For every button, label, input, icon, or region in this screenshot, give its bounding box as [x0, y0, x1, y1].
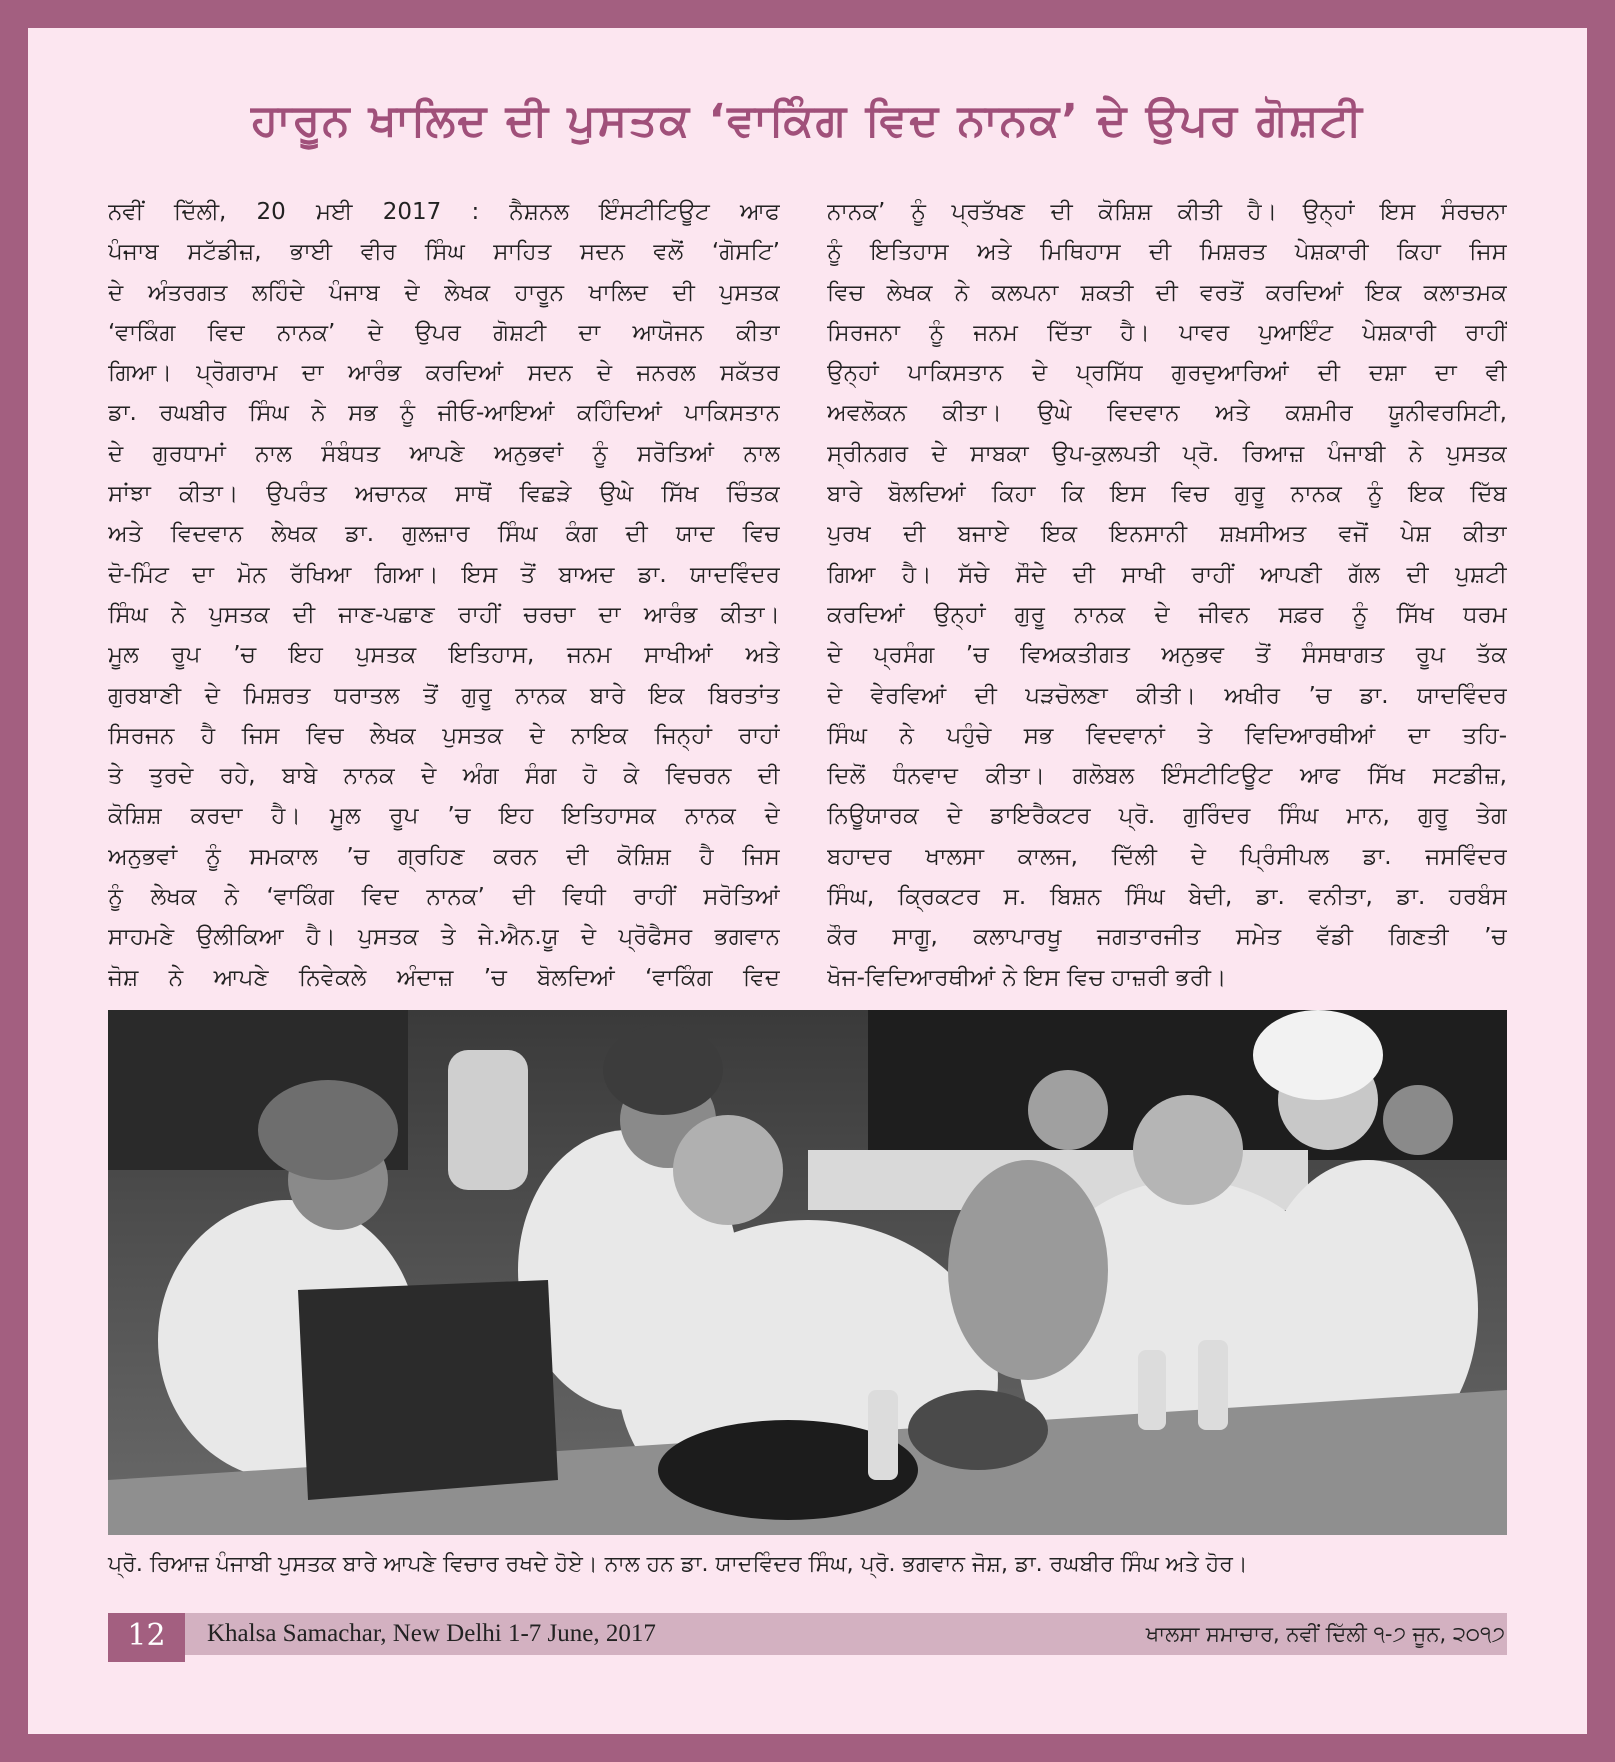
- text-line: ਬਹਾਦਰ ਖਾਲਸਾ ਕਾਲਜ, ਦਿੱਲੀ ਦੇ ਪ੍ਰਿੰਸੀਪਲ ਡਾ. ਜਸਵਿੰਦਰ: [827, 843, 1507, 870]
- text-line: ਗਿਆ ਹੈ। ਸੱਚੇ ਸੌਦੇ ਦੀ ਸਾਖੀ ਰਾਹੀਂ ਆਪਣੀ ਗੱਲ ਦੀ ਪੁਸ਼ਟੀ: [827, 561, 1507, 588]
- text-line: ਸਿਰਜਨਾ ਨੂੰ ਜਨਮ ਦਿੱਤਾ ਹੈ। ਪਾਵਰ ਪੁਆਇੰਟ ਪੇਸ਼ਕਾਰੀ ਰਾਹੀਂ: [827, 319, 1507, 346]
- text-line: ਖੋਜ-ਵਿਦਿਆਰਥੀਆਂ ਨੇ ਇਸ ਵਿਚ ਹਾਜ਼ਰੀ ਭਰੀ।: [827, 964, 1227, 991]
- text-line: ਦੇ ਪ੍ਰਸੰਗ ’ਚ ਵਿਅਕਤੀਗਤ ਅਨੁਭਵ ਤੋਂ ਸੰਸਥਾਗਤ ਰੂਪ ਤੱਕ: [827, 642, 1507, 669]
- text-line: ਦੇ ਅੰਤਰਗਤ ਲਹਿੰਦੇ ਪੰਜਾਬ ਦੇ ਲੇਖਕ ਹਾਰੂਨ ਖਾਲਿਦ ਦੀ ਪੁਸਤਕ: [108, 279, 780, 306]
- text-line: ਦਿਲੋਂ ਧੰਨਵਾਦ ਕੀਤਾ। ਗਲੋਬਲ ਇੰਸਟੀਟਿਊਟ ਆਫ ਸਿੱਖ ਸਟਡੀਜ਼,: [827, 763, 1507, 790]
- text-line: ਕਰਦਿਆਂ ਉਨ੍ਹਾਂ ਗੁਰੂ ਨਾਨਕ ਦੇ ਜੀਵਨ ਸਫ਼ਰ ਨੂੰ ਸਿੱਖ ਧਰਮ: [827, 601, 1507, 628]
- text-line: ਪੁਰਖ ਦੀ ਬਜਾਏ ਇਕ ਇਨਸਾਨੀ ਸ਼ਖ਼ਸੀਅਤ ਵਜੋਂ ਪੇਸ਼ ਕੀਤਾ: [827, 521, 1507, 548]
- text-line: ਕੋਸ਼ਿਸ਼ ਕਰਦਾ ਹੈ। ਮੂਲ ਰੂਪ ’ਚ ਇਹ ਇਤਿਹਾਸਕ ਨਾਨਕ ਦੇ: [108, 803, 780, 830]
- photo-caption: ਪ੍ਰੋ. ਰਿਆਜ਼ ਪੰਜਾਬੀ ਪੁਸਤਕ ਬਾਰੇ ਆਪਣੇ ਵਿਚਾਰ ਰਖਦੇ ਹੋਏ। ਨਾਲ ਹਨ ਡਾ. ਯਾਦਵਿੰਦਰ ਸਿੰਘ, ਪ੍ਰੋ. ਭਗਵਾਨ ਜੋਸ਼, ਡਾ. ਰਘਬੀਰ ਸਿੰਘ ਅਤੇ ਹੋਰ।: [108, 1552, 1248, 1577]
- text-line: ਦੇ ਵੇਰਵਿਆਂ ਦੀ ਪੜਚੋਲਣਾ ਕੀਤੀ। ਅਖੀਰ ’ਚ ਡਾ. ਯਾਦਵਿੰਦਰ: [827, 682, 1507, 709]
- right-column: [827, 192, 1507, 998]
- text-line: ਜੋਸ਼ ਨੇ ਆਪਣੇ ਨਿਵੇਕਲੇ ਅੰਦਾਜ਼ ’ਚ ਬੋਲਦਿਆਂ ‘ਵਾਕਿੰਗ ਵਿਦ: [108, 964, 780, 991]
- footer-publication-english: Khalsa Samachar, New Delhi 1-7 June, 2017: [207, 1620, 656, 1647]
- text-line: ਨਿਊਯਾਰਕ ਦੇ ਡਾਇਰੈਕਟਰ ਪ੍ਰੋ. ਗੁਰਿੰਦਰ ਸਿੰਘ ਮਾਨ, ਗੁਰੂ ਤੇਗ: [827, 803, 1507, 830]
- text-line: ਕੌਰ ਸਾਗੂ, ਕਲਾਪਾਰਖੂ ਜਗਤਾਰਜੀਤ ਸਮੇਤ ਵੱਡੀ ਗਿਣਤੀ ’ਚ: [827, 924, 1507, 951]
- photo-illustration: [108, 1010, 1507, 1535]
- text-line: ਸਾਹਮਣੇ ਉਲੀਕਿਆ ਹੈ। ਪੁਸਤਕ ਤੇ ਜੇ.ਐਨ.ਯੂ ਦੇ ਪ੍ਰੋਫੈਸਰ ਭਗਵਾਨ: [108, 924, 780, 951]
- text-line: ਗੁਰਬਾਣੀ ਦੇ ਮਿਸ਼ਰਤ ਧਰਾਤਲ ਤੋਂ ਗੁਰੂ ਨਾਨਕ ਬਾਰੇ ਇਕ ਬਿਰਤਾਂਤ: [108, 682, 780, 709]
- text-line: ਮੂਲ ਰੂਪ ’ਚ ਇਹ ਪੁਸਤਕ ਇਤਿਹਾਸ, ਜਨਮ ਸਾਖੀਆਂ ਅਤੇ: [108, 642, 780, 669]
- left-column: [108, 192, 780, 998]
- event-photo: [108, 1010, 1507, 1535]
- text-line: ਗਿਆ। ਪ੍ਰੋਗਰਾਮ ਦਾ ਆਰੰਭ ਕਰਦਿਆਂ ਸਦਨ ਦੇ ਜਨਰਲ ਸਕੱਤਰ: [108, 360, 780, 387]
- text-line: ਸਿੰਘ ਨੇ ਪੁਸਤਕ ਦੀ ਜਾਣ-ਪਛਾਣ ਰਾਹੀਂ ਚਰਚਾ ਦਾ ਆਰੰਭ ਕੀਤਾ।: [108, 601, 780, 628]
- text-line: ਡਾ. ਰਘਬੀਰ ਸਿੰਘ ਨੇ ਸਭ ਨੂੰ ਜੀਓ-ਆਇਆਂ ਕਹਿੰਦਿਆਂ ਪਾਕਿਸਤਾਨ: [108, 400, 780, 427]
- text-line: ਨਾਨਕ’ ਨੂੰ ਪ੍ਰਤੱਖਣ ਦੀ ਕੋਸ਼ਿਸ਼ ਕੀਤੀ ਹੈ। ਉਨ੍ਹਾਂ ਇਸ ਸੰਰਚਨਾ: [827, 199, 1507, 225]
- text-line: ਅਨੁਭਵਾਂ ਨੂੰ ਸਮਕਾਲ ’ਚ ਗ੍ਰਹਿਣ ਕਰਨ ਦੀ ਕੋਸ਼ਿਸ਼ ਹੈ ਜਿਸ: [108, 843, 780, 870]
- text-line: ਵਿਚ ਲੇਖਕ ਨੇ ਕਲਪਨਾ ਸ਼ਕਤੀ ਦੀ ਵਰਤੋਂ ਕਰਦਿਆਂ ਇਕ ਕਲਾਤਮਕ: [827, 279, 1507, 306]
- text-line: ਬਾਰੇ ਬੋਲਦਿਆਂ ਕਿਹਾ ਕਿ ਇਸ ਵਿਚ ਗੁਰੂ ਨਾਨਕ ਨੂੰ ਇਕ ਦਿੱਬ: [827, 481, 1507, 508]
- text-line: ਅਤੇ ਵਿਦਵਾਨ ਲੇਖਕ ਡਾ. ਗੁਲਜ਼ਾਰ ਸਿੰਘ ਕੰਗ ਦੀ ਯਾਦ ਵਿਚ: [108, 521, 780, 548]
- text-line: ਅਵਲੋਕਨ ਕੀਤਾ। ਉਘੇ ਵਿਦਵਾਨ ਅਤੇ ਕਸ਼ਮੀਰ ਯੂਨੀਵਰਸਿਟੀ,: [827, 400, 1507, 427]
- text-line: ਨੂੰ ਇਤਿਹਾਸ ਅਤੇ ਮਿਥਿਹਾਸ ਦੀ ਮਿਸ਼ਰਤ ਪੇਸ਼ਕਾਰੀ ਕਿਹਾ ਜਿਸ: [827, 239, 1507, 266]
- article-title: ਹਾਰੂਨ ਖਾਲਿਦ ਦੀ ਪੁਸਤਕ ‘ਵਾਕਿੰਗ ਵਿਦ ਨਾਨਕ’ ਦੇ ਉਪਰ ਗੋਸ਼ਟੀ: [251, 95, 1364, 146]
- text-line: ‘ਵਾਕਿੰਗ ਵਿਦ ਨਾਨਕ’ ਦੇ ਉਪਰ ਗੋਸ਼ਟੀ ਦਾ ਆਯੋਜਨ ਕੀਤਾ: [108, 319, 780, 346]
- text-line: ਸਿੰਘ, ਕ੍ਰਿਕਟਰ ਸ. ਬਿਸ਼ਨ ਸਿੰਘ ਬੇਦੀ, ਡਾ. ਵਨੀਤਾ, ਡਾ. ਹਰਬੰਸ: [827, 884, 1507, 911]
- text-line: ਸਿਰਜਨ ਹੈ ਜਿਸ ਵਿਚ ਲੇਖਕ ਪੁਸਤਕ ਦੇ ਨਾਇਕ ਜਿਨ੍ਹਾਂ ਰਾਹਾਂ: [108, 722, 780, 749]
- text-line: ਦੇ ਗੁਰਧਾਮਾਂ ਨਾਲ ਸੰਬੰਧਤ ਆਪਣੇ ਅਨੁਭਵਾਂ ਨੂੰ ਸਰੋਤਿਆਂ ਨਾਲ: [108, 440, 780, 467]
- footer-publication-punjabi: ਖਾਲਸਾ ਸਮਾਚਾਰ, ਨਵੀਂ ਦਿੱਲੀ ੧-੭ ਜੂਨ, ੨੦੧੭: [1145, 1622, 1505, 1646]
- text-line: ਉਨ੍ਹਾਂ ਪਾਕਿਸਤਾਨ ਦੇ ਪ੍ਰਸਿੱਧ ਗੁਰਦੁਆਰਿਆਂ ਦੀ ਦਸ਼ਾ ਦਾ ਵੀ: [827, 360, 1507, 387]
- text-line: ਸਿੰਘ ਨੇ ਪਹੁੰਚੇ ਸਭ ਵਿਦਵਾਨਾਂ ਤੇ ਵਿਦਿਆਰਥੀਆਂ ਦਾ ਤਹਿ-: [827, 722, 1507, 749]
- text-line: ਨੂੰ ਲੇਖਕ ਨੇ ‘ਵਾਕਿੰਗ ਵਿਦ ਨਾਨਕ’ ਦੀ ਵਿਧੀ ਰਾਹੀਂ ਸਰੋਤਿਆਂ: [108, 884, 780, 911]
- text-line: ਪੰਜਾਬ ਸਟੱਡੀਜ਼, ਭਾਈ ਵੀਰ ਸਿੰਘ ਸਾਹਿਤ ਸਦਨ ਵਲੋਂ ‘ਗੋਸਟਿ’: [108, 239, 780, 266]
- page-number: 12: [108, 1613, 185, 1662]
- text-line: ਤੇ ਤੁਰਦੇ ਰਹੇ, ਬਾਬੇ ਨਾਨਕ ਦੇ ਅੰਗ ਸੰਗ ਹੋ ਕੇ ਵਿਚਰਨ ਦੀ: [108, 763, 780, 790]
- text-line: ਸ੍ਰੀਨਗਰ ਦੇ ਸਾਬਕਾ ਉਪ-ਕੁਲਪਤੀ ਪ੍ਰੋ. ਰਿਆਜ਼ ਪੰਜਾਬੀ ਨੇ ਪੁਸਤਕ: [827, 440, 1507, 467]
- text-line: ਦੋ-ਮਿੰਟ ਦਾ ਮੋਨ ਰੱਖਿਆ ਗਿਆ। ਇਸ ਤੋਂ ਬਾਅਦ ਡਾ. ਯਾਦਵਿੰਦਰ: [108, 561, 780, 588]
- text-line: ਸਾਂਝਾ ਕੀਤਾ। ਉਪਰੰਤ ਅਚਾਨਕ ਸਾਥੋਂ ਵਿਛੜੇ ਉਘੇ ਸਿੱਖ ਚਿੰਤਕ: [108, 481, 780, 508]
- text-line: ਨਵੀਂ ਦਿੱਲੀ, 20 ਮਈ 2017 : ਨੈਸ਼ਨਲ ਇੰਸਟੀਟਿਊਟ ਆਫ: [108, 199, 780, 225]
